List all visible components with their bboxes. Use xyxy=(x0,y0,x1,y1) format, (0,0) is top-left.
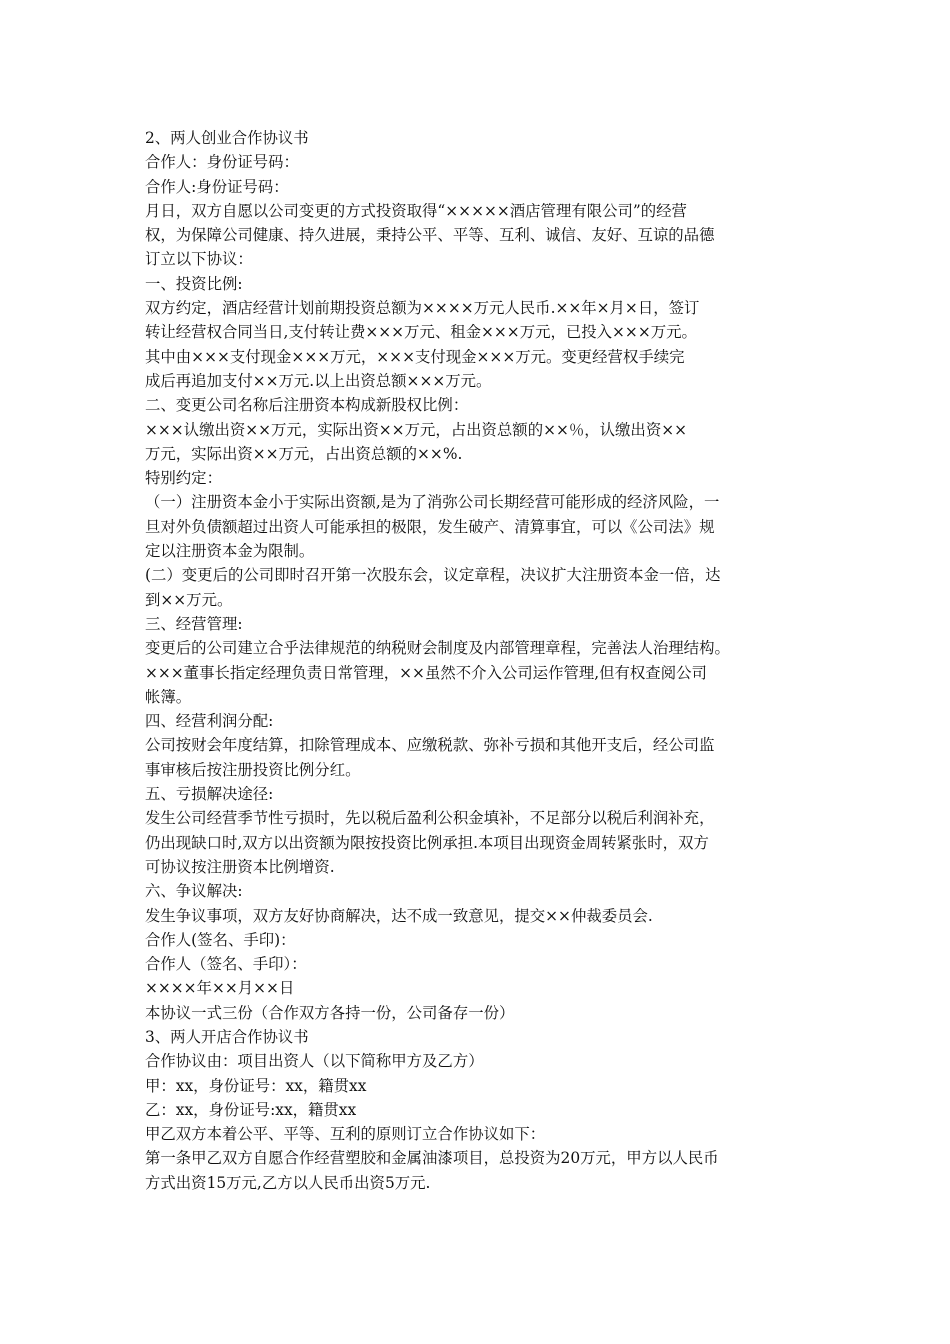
agreement-parties-line: 合作协议由：项目出资人（以下简称甲方及乙方） xyxy=(145,1052,484,1071)
clause-3-line-3: 帐簿。 xyxy=(145,687,192,706)
article-1-line-2: 方式出资15万元,乙方以人民币出资5万元. xyxy=(145,1173,431,1192)
principle-line: 甲乙双方本着公平、平等、互利的原则订立合作协议如下： xyxy=(145,1125,546,1144)
clause-1-line-1: 双方约定，酒店经营计划前期投资总额为××××万元人民币.××年×月×日，签订 xyxy=(145,299,700,318)
clause-2-line-1: ×××认缴出资××万元，实际出资××万元，占出资总额的××％，认缴出资×× xyxy=(145,420,688,439)
clause-heading-6: 六、争议解决: xyxy=(145,882,243,901)
signature-partner-2: 合作人（签名、手印）： xyxy=(145,955,307,974)
signature-date: ××××年××月××日 xyxy=(145,979,295,998)
special-term-1-line-2: 旦对外负债额超过出资人可能承担的极限，发生破产、清算事宜，可以《公司法》规 xyxy=(145,517,715,536)
clause-heading-2: 二、变更公司名称后注册资本构成新股权比例： xyxy=(145,396,469,415)
clause-5-line-1: 发生公司经营季节性亏损时，先以税后盈利公积金填补，不足部分以税后利润补充， xyxy=(145,809,715,828)
special-term-1-line-3: 定以注册资本金为限制。 xyxy=(145,542,315,561)
clause-3-line-2: ×××董事长指定经理负责日常管理，××虽然不介入公司运作管理,但有权查阅公司 xyxy=(145,663,707,682)
clause-4-line-2: 事审核后按注册投资比例分红。 xyxy=(145,760,361,779)
special-term-2-line-2: 到××万元。 xyxy=(145,590,233,609)
clause-5-line-2: 仍出现缺口时,双方以出资额为限按投资比例承担.本项目出现资金周转紧张时，双方 xyxy=(145,833,709,852)
clause-3-line-1: 变更后的公司建立合乎法律规范的纳税财会制度及内部管理章程，完善法人治理结构。 xyxy=(145,639,730,658)
article-1-line-1: 第一条甲乙双方自愿合作经营塑胶和金属油漆项目，总投资为20万元，甲方以人民币 xyxy=(145,1149,719,1168)
special-term-1-line-1: （一）注册资本金小于实际出资额,是为了消弥公司长期经营可能形成的经济风险，一 xyxy=(145,493,720,512)
clause-4-line-1: 公司按财会年度结算，扣除管理成本、应缴税款、弥补亏损和其他开支后，经公司监 xyxy=(145,736,715,755)
preamble-line-2: 权，为保障公司健康、持久进展，秉持公平、平等、互利、诚信、友好、互谅的品德 xyxy=(145,226,715,245)
preamble-line-3: 订立以下协议： xyxy=(145,250,253,269)
section-heading-3: 3、两人开店合作协议书 xyxy=(145,1027,309,1046)
clause-1-line-3: 其中由×××支付现金×××万元，×××支付现金×××万元。变更经营权手续完 xyxy=(145,347,685,366)
special-terms-heading: 特别约定： xyxy=(145,469,222,488)
clause-heading-4: 四、经营利润分配: xyxy=(145,712,274,731)
party-b-line: 乙：xx，身份证号:xx，籍贯xx xyxy=(145,1100,357,1119)
clause-heading-1: 一、投资比例: xyxy=(145,274,243,293)
partner-1-id-line: 合作人：身份证号码： xyxy=(145,153,299,172)
section-heading-2: 2、两人创业合作协议书 xyxy=(145,129,309,147)
preamble-line-1: 月日，双方自愿以公司变更的方式投资取得“×××××酒店管理有限公司”的经营 xyxy=(145,201,687,220)
clause-heading-5: 五、亏损解决途径: xyxy=(145,785,274,804)
clause-heading-3: 三、经营管理: xyxy=(145,614,243,633)
party-a-line: 甲：xx，身份证号：xx，籍贯xx xyxy=(145,1076,367,1095)
clause-1-line-4: 成后再追加支付××万元.以上出资总额×××万元。 xyxy=(145,371,492,390)
clause-2-line-2: 万元，实际出资××万元，占出资总额的××%. xyxy=(145,444,463,463)
document-body xyxy=(145,126,815,1195)
clause-6-line-1: 发生争议事项，双方友好协商解决，达不成一致意见，提交××仲裁委员会. xyxy=(145,906,653,925)
copies-note: 本协议一式三份（合作双方各持一份，公司备存一份） xyxy=(145,1003,515,1022)
partner-2-id-line: 合作人:身份证号码： xyxy=(145,177,289,196)
signature-partner-1: 合作人(签名、手印)： xyxy=(145,930,296,949)
clause-5-line-3: 可协议按注册资本比例增资. xyxy=(145,857,335,876)
clause-1-line-2: 转让经营权合同当日,支付转让费×××万元、租金×××万元，已投入×××万元。 xyxy=(145,323,697,342)
special-term-2-line-1: (二）变更后的公司即时召开第一次股东会，议定章程，决议扩大注册资本金一倍，达 xyxy=(145,566,721,585)
